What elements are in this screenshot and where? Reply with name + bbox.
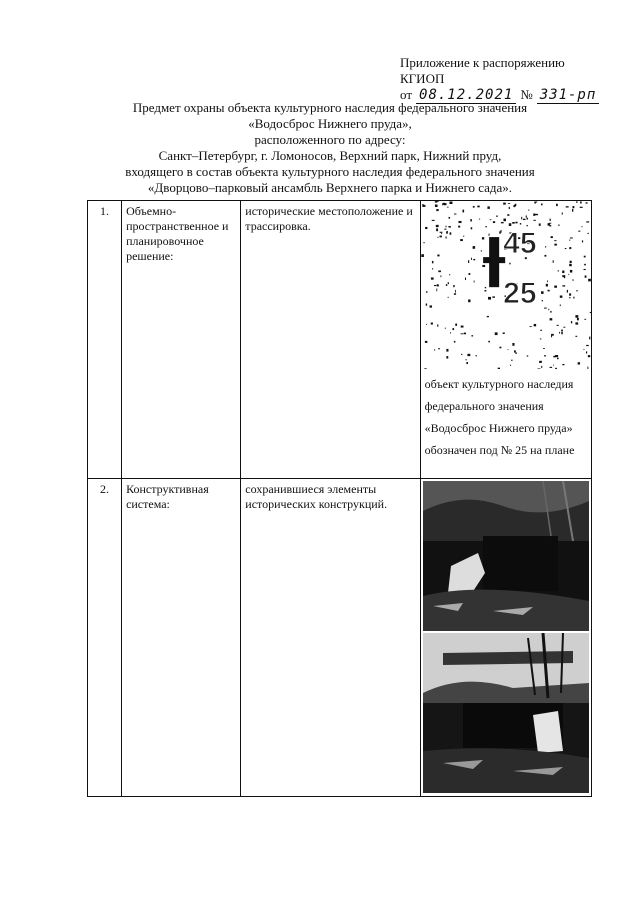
row-number: 1. xyxy=(88,201,122,479)
row-illustration xyxy=(420,201,591,479)
from-label: от xyxy=(400,87,413,102)
title-line: Санкт–Петербург, г. Ломоносов, Верхний парк, Нижний пруд, xyxy=(158,148,502,163)
caption-line: объект культурного наследия xyxy=(424,377,574,392)
photo-spillway-2 xyxy=(423,633,589,793)
row-description: исторические местоположение и трассировка. xyxy=(241,201,420,479)
appendix-label: Приложение к распоряжению КГИОП xyxy=(400,55,565,86)
caption-line: обозначен под № 25 на плане xyxy=(424,443,575,458)
title-line: «Дворцово–парковый ансамбль Верхнего парка и Нижнего сада». xyxy=(147,180,513,195)
row-number: 2. xyxy=(88,479,122,797)
map-caption xyxy=(421,369,591,465)
row-illustration xyxy=(420,479,591,797)
table-row xyxy=(88,479,592,797)
title-line: Предмет охраны объекта культурного наследия федерального значения xyxy=(132,100,528,115)
number-label: № xyxy=(520,87,533,102)
title-line: расположенного по адресу: xyxy=(254,132,406,147)
document-header xyxy=(400,55,600,104)
order-number: 331-рп xyxy=(537,87,600,104)
row-name: Объемно-пространственное и планировочное решение: xyxy=(122,201,241,479)
row-description: сохранившиеся элементы исторических конструкций. xyxy=(241,479,420,797)
site-plan-map xyxy=(421,201,591,369)
map-label-25: 25 xyxy=(502,277,537,311)
map-label-45: 45 xyxy=(502,227,537,261)
table-row xyxy=(88,201,592,479)
photo-spillway-1 xyxy=(423,481,589,631)
row-name: Конструктивная система: xyxy=(122,479,241,797)
document-title xyxy=(60,100,600,196)
caption-line: федерального значения xyxy=(424,399,544,414)
protection-subject-table xyxy=(87,200,592,797)
caption-line: «Водосброс Нижнего пруда» xyxy=(424,421,573,436)
structure-mark xyxy=(483,257,505,263)
order-date: 08.12.2021 xyxy=(416,87,516,104)
title-line: входящего в состав объекта культурного наследия федерального значения xyxy=(125,164,535,179)
title-line: «Водосброс Нижнего пруда», xyxy=(248,116,412,131)
